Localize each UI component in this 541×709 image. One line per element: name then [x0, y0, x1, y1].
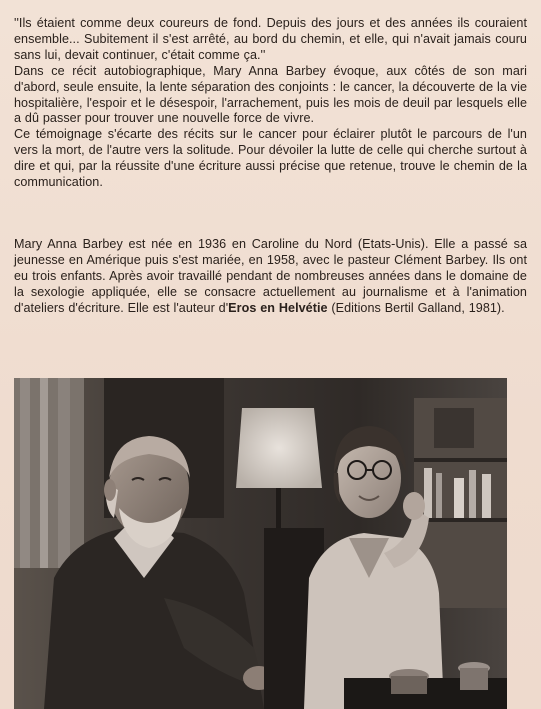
synopsis-paragraph-2: Ce témoignage s'écarte des récits sur le cancer pour éclairer plutôt le parcours de l'un vers la mort, de l'autre vers la solitude. Pour dévoiler la lutte de celle qui cherche surtout à dire et qui, par la réussite d'une écriture aussi précise que retenue, trouve le chemin de la communication.	[14, 127, 527, 190]
bio-book-title: Eros en Helvétie	[228, 300, 328, 315]
author-bio-block	[14, 237, 527, 317]
synopsis-block	[14, 16, 527, 191]
synopsis-paragraph-1: Dans ce récit autobiographique, Mary Anna Barbey évoque, aux côtés de son mari d'abord, seule ensuite, la lente séparation des conjoints : le cancer, la découverte de la vie hospitalière, l'espoir et le désespoir, l'arrachement, puis les mois de deuil par lesquels elle a dû passer pour trouver une nouvelle force de vivre.	[14, 63, 527, 126]
bio-publisher: (Editions Bertil Galland, 1981).	[327, 300, 505, 315]
author-photo	[14, 378, 507, 709]
opening-quote: ''Ils étaient comme deux coureurs de fond. Depuis des jours et des années ils couraient ensemble... Subitement il s'est arrêté, au bord du chemin, et elle, qui n'avait jamais couru sans lui, devait continuer, c'était comme ça.''	[14, 16, 527, 62]
bio-text: Mary Anna Barbey est née en 1936 en Caroline du Nord (Etats-Unis). Elle a passé sa jeunesse en Amérique puis s'est mariée, en 1958, avec le pasteur Clément Barbey. Ils ont eu trois enfants. Après avoir travaillé pendant de nombreuses années dans le domaine de la sexologie appliquée, elle se consacre actuellement au journalisme et à l'animation d'ateliers d'écriture. Elle est l'auteur d'	[14, 237, 527, 315]
author-photo-illustration	[14, 378, 507, 709]
author-bio	[14, 237, 527, 317]
